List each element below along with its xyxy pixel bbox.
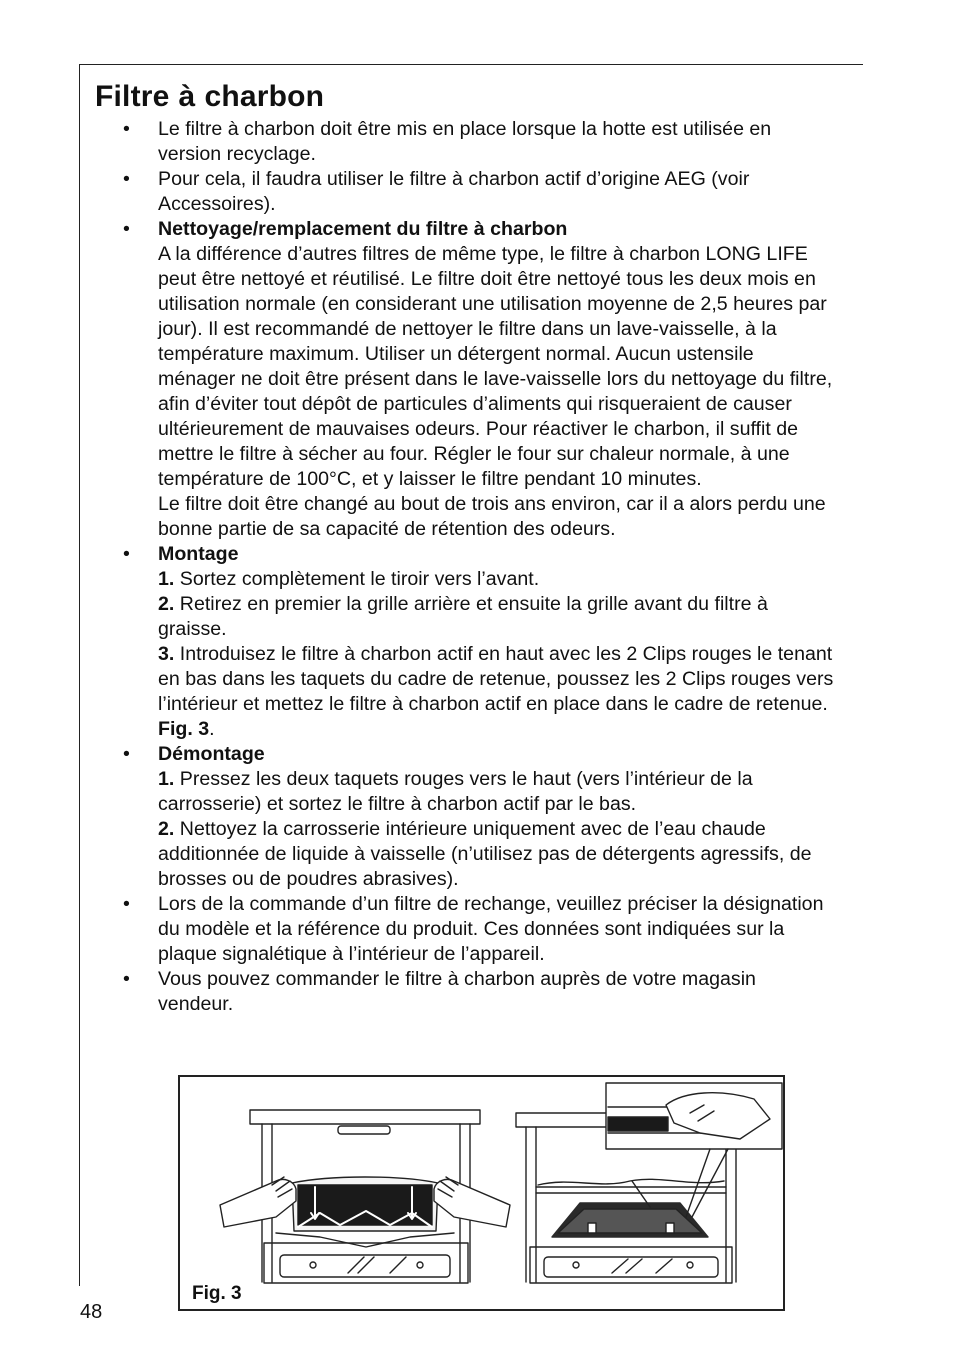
left-hood-drawing bbox=[220, 1110, 510, 1283]
bullet: • bbox=[123, 893, 130, 915]
frame-left-rule bbox=[79, 64, 80, 1286]
section-heading-dismounting: Démontage bbox=[158, 743, 265, 765]
list-item-vendor bbox=[95, 967, 835, 1017]
page-title: Filtre à charbon bbox=[95, 80, 325, 113]
step bbox=[158, 817, 835, 892]
step-number: 2. bbox=[158, 818, 175, 840]
step-number: 1. bbox=[158, 768, 175, 790]
list-item-ordering bbox=[95, 892, 835, 967]
step-text: Pressez les deux taquets rouges vers le haut (vers l’intérieur de la carrosserie) et sortez le filtre à charbon actif par le bas. bbox=[158, 768, 753, 815]
section-heading-cleaning: Nettoyage/remplacement du filtre à charbon bbox=[158, 218, 568, 240]
list-item-intro bbox=[95, 117, 835, 167]
paragraph: A la différence d’autres filtres de même type, le filtre à charbon LONG LIFE peut être nettoyé et réutilisé. Le filtre doit être nettoyé tous les deux mois en utilisation normale (en considerant une utilisation moyenne de 2,5 heures par jour). Il est recommandé de nettoyer le filtre dans un lave-vaisselle, à la température maximum. Utiliser un détergent normal. Aucun ustensile ménager ne doit être présent dans le lave-vaisselle lors du nettoyage du filtre, afin d’éviter tout dépôt de particules d’aliments qui risqueraient de causer ultérieurement de mauvaises odeurs. Pour réactiver le charbon, il suffit de mettre le filtre à sécher au four. Régler le four sur chaleur normale, à une température de 100°C, et y laisser le filtre pendant 10 minutes. bbox=[158, 243, 833, 490]
step bbox=[158, 567, 835, 592]
list-item-dismounting bbox=[95, 742, 835, 892]
section-heading-mounting: Montage bbox=[158, 543, 239, 565]
step-number: 2. bbox=[158, 593, 175, 615]
paragraph: Vous pouvez commander le filtre à charbon auprès de votre magasin vendeur. bbox=[158, 968, 756, 1015]
step-number: 1. bbox=[158, 568, 175, 590]
page-number: 48 bbox=[80, 1301, 103, 1323]
step bbox=[158, 642, 835, 742]
step-text: Retirez en premier la grille arrière et ensuite la grille avant du filtre à graisse. bbox=[158, 593, 768, 640]
step-text: Sortez complètement le tiroir vers l’avant. bbox=[174, 568, 540, 590]
instructions-list bbox=[95, 117, 835, 1017]
filter-installation-illustration bbox=[180, 1077, 783, 1309]
paragraph: Le filtre doit être changé au bout de trois ans environ, car il a alors perdu une bonne partie de sa capacité de rétention des odeurs. bbox=[158, 493, 826, 540]
right-hood-drawing bbox=[516, 1083, 782, 1283]
list-item-accessories bbox=[95, 167, 835, 217]
step-text: Introduisez le filtre à charbon actif en haut avec les 2 Clips rouges le tenant en bas dans les taquets du cadre de retenue, poussez les 2 Clips rouges vers l’intérieur et mettez le filtre à charbon actif en place dans le cadre de retenue. bbox=[158, 643, 834, 715]
bullet: • bbox=[123, 218, 130, 240]
figure-caption: Fig. 3 bbox=[192, 1283, 242, 1304]
step bbox=[158, 767, 835, 817]
frame-top-rule bbox=[79, 64, 863, 65]
figure-3 bbox=[178, 1075, 785, 1311]
paragraph: Le filtre à charbon doit être mis en place lorsque la hotte est utilisée en version recyclage. bbox=[158, 118, 772, 165]
list-item-cleaning bbox=[95, 217, 835, 542]
step bbox=[158, 592, 835, 642]
bullet: • bbox=[123, 968, 130, 990]
step-text: Nettoyez la carrosserie intérieure uniquement avec de l’eau chaude additionnée de liquide à vaisselle (n’utilisez pas de détergents agressifs, de brosses ou de poudres abrasives). bbox=[158, 818, 812, 890]
bullet: • bbox=[123, 543, 130, 565]
paragraph: Lors de la commande d’un filtre de rechange, veuillez préciser la désignation du modèle et la référence du produit. Ces données sont indiquées sur la plaque signalétique à l’intérieur de l’appareil. bbox=[158, 893, 824, 965]
step-number: 3. bbox=[158, 643, 175, 665]
figure-reference: Fig. 3 bbox=[158, 718, 210, 740]
paragraph: Pour cela, il faudra utiliser le filtre à charbon actif d’origine AEG (voir Accessoires). bbox=[158, 168, 750, 215]
list-item-mounting bbox=[95, 542, 835, 742]
step-text-end: . bbox=[209, 718, 215, 740]
bullet: • bbox=[123, 118, 130, 140]
bullet: • bbox=[123, 168, 130, 190]
bullet: • bbox=[123, 743, 130, 765]
